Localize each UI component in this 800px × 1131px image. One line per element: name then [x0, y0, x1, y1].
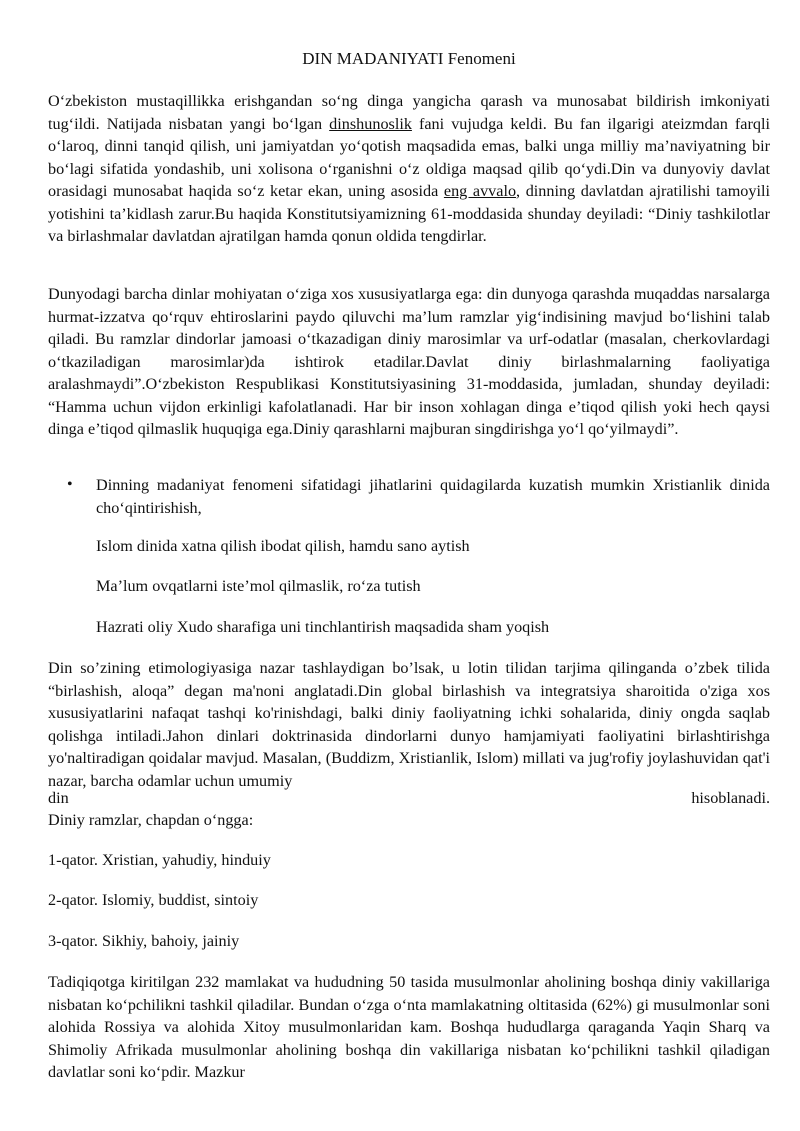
paragraph-statistics: Tadiqiqotga kiritilgan 232 mamlakat va hududning 50 tasida musulmonlar aholining boshqa diniy vakillariga nisbatan ko‘pchilikni tashkil qiladilar. Bundan o‘zga o‘nta mamlakatning oltitasida (62%) gi musulmonlar soni alohida Rossiya va alohida Xitoy musulmonlaridan kam. Boshqa hududlarga qaraganda Yaqin Sharq va Shimoliy Afrikada musulmonlar aholining boshqa din vakillariga nisbatan ko‘pchilikni tashkil qiladigan davlatlar soni ko‘pdir. Mazkur	[48, 973, 770, 1081]
last-line-left: din	[48, 789, 69, 807]
bullet-subitem-2: Ma’lum ovqatlarni iste’mol qilmaslik, ro‘za tutish	[96, 577, 421, 595]
bullet-subitem-3: Hazrati oliy Xudo sharafiga uni tinchlantirish maqsadida sham yoqish	[96, 618, 550, 636]
symbols-heading: Diniy ramzlar, chapdan o‘ngga:	[48, 811, 254, 829]
bullet-subitem-1: Islom dinida xatna qilish ibodat qilish, hamdu sano aytish	[96, 537, 470, 555]
link-eng-avvalo[interactable]: eng avvalo	[443, 182, 517, 200]
document-title: DIN MADANIYATI Fenomeni	[302, 49, 516, 68]
symbols-row-3: 3-qator. Sikhiy, bahoiy, jainiy	[48, 932, 240, 950]
paragraph-etymology-last-line	[48, 787, 770, 810]
bullet-item-text: Dinning madaniyat fenomeni sifatidagi jihatlarini quidagilarda kuzatish mumkin Xristianlik dinida cho‘qintirishish,	[96, 476, 770, 517]
symbols-row-2: 2-qator. Islomiy, buddist, sintoiy	[48, 891, 259, 909]
paragraph-intro	[48, 90, 770, 248]
paragraph-intro-text-b: fani vujudga keldi. Bu fan ilgarigi ateizmdan farqli o‘laroq, dinni tanqid qilish, uni jamiyatdan yo‘qotish maqsadida emas, balki unga milliy ma’naviyatning bir bo‘lagi sifatida yondashib, uni xolisona o‘rganishni o‘z oldiga maqsad qilib qo‘ydi.Din va dunyoviy davlat orasidagi munosabat haqida so‘z ketar ekan, uning asosida	[48, 114, 770, 200]
paragraph-religions: Dunyodagi barcha dinlar mohiyatan o‘ziga xos xususiyatlarga ega: din dunyoga qarashda muqaddas narsalarga hurmat-izzatva qo‘rquv ehtiroslarini paydo qiluvchi ma’lum ramzlar yig‘indisining mavjud bo‘lishini talab qiladi. Bu ramzlar dindorlar jamoasi o‘tkazadigan diniy marosimlar va urf-odatlar (masalan, cherkovlardagi o‘tkaziladigan marosimlar)da ishtirok etadilar.Davlat diniy birlashmalarning faoliyatiga aralashmaydi”.O‘zbekiston Respublikasi Konstitutsiyasining 31-moddasida, jumladan, shunday deyiladi: “Hamma uchun vijdon erkinligi kafolatlanadi. Har bir inson xohlagan dinga e’tiqod qilish yoki hech qaysi dinga e’tiqod qilmaslik huquqiga ega.Diniy qarashlarni majburan singdirishga yo‘l qo‘yilmaydi”.	[48, 285, 770, 438]
symbols-row-1: 1-qator. Xristian, yahudiy, hinduiy	[48, 851, 271, 869]
paragraph-etymology: Din so’zining etimologiyasiga nazar tashlaydigan bo’lsak, u lotin tilidan tarjima qilinganda o’zbek tilida “birlashish, aloqa” degan ma'noni anglatadi.Din global birlashish va integratsiya sharoitida o'ziga xos xususiyatlarini nafaqat tashqi ko'rinishdagi, balki diniy faoliyatning ichki sohalarida, diniy ongda saqlab qolishga intiladi.Jahon dinlari doktrinasida dindorlarni dunyo hamjamiyati faoliyatini birlashtirishga yo'naltiradigan qoidalar mavjud. Masalan, (Buddizm, Xristianlik, Islom) millati va jug'rofiy joylashuvidan qat'i nazar, barcha odamlar uchun umumiy	[48, 659, 770, 790]
paragraph-intro-text-a: O‘zbekiston mustaqillikka erishgandan so‘ng dinga yangicha qarash va munosabat bildirish imkoniyati tug‘ildi. Natijada nisbatan yangi bo‘lgan	[48, 92, 770, 133]
last-line-right: hisoblanadi.	[691, 789, 770, 807]
bullet-marker: •	[67, 476, 73, 493]
paragraph-intro-text-c: , dinning davlatdan ajratilishi tamoyili yotishini ta’kidlash zarur.Bu haqida Konstitutsiyamizning 61-moddasida shunday deyiladi: “Diniy tashkilotlar va birlashmalar davlatdan ajratilgan hamda qonun oldida tengdirlar.	[48, 182, 770, 245]
link-dinshunoslik[interactable]: dinshunoslik	[329, 114, 412, 133]
